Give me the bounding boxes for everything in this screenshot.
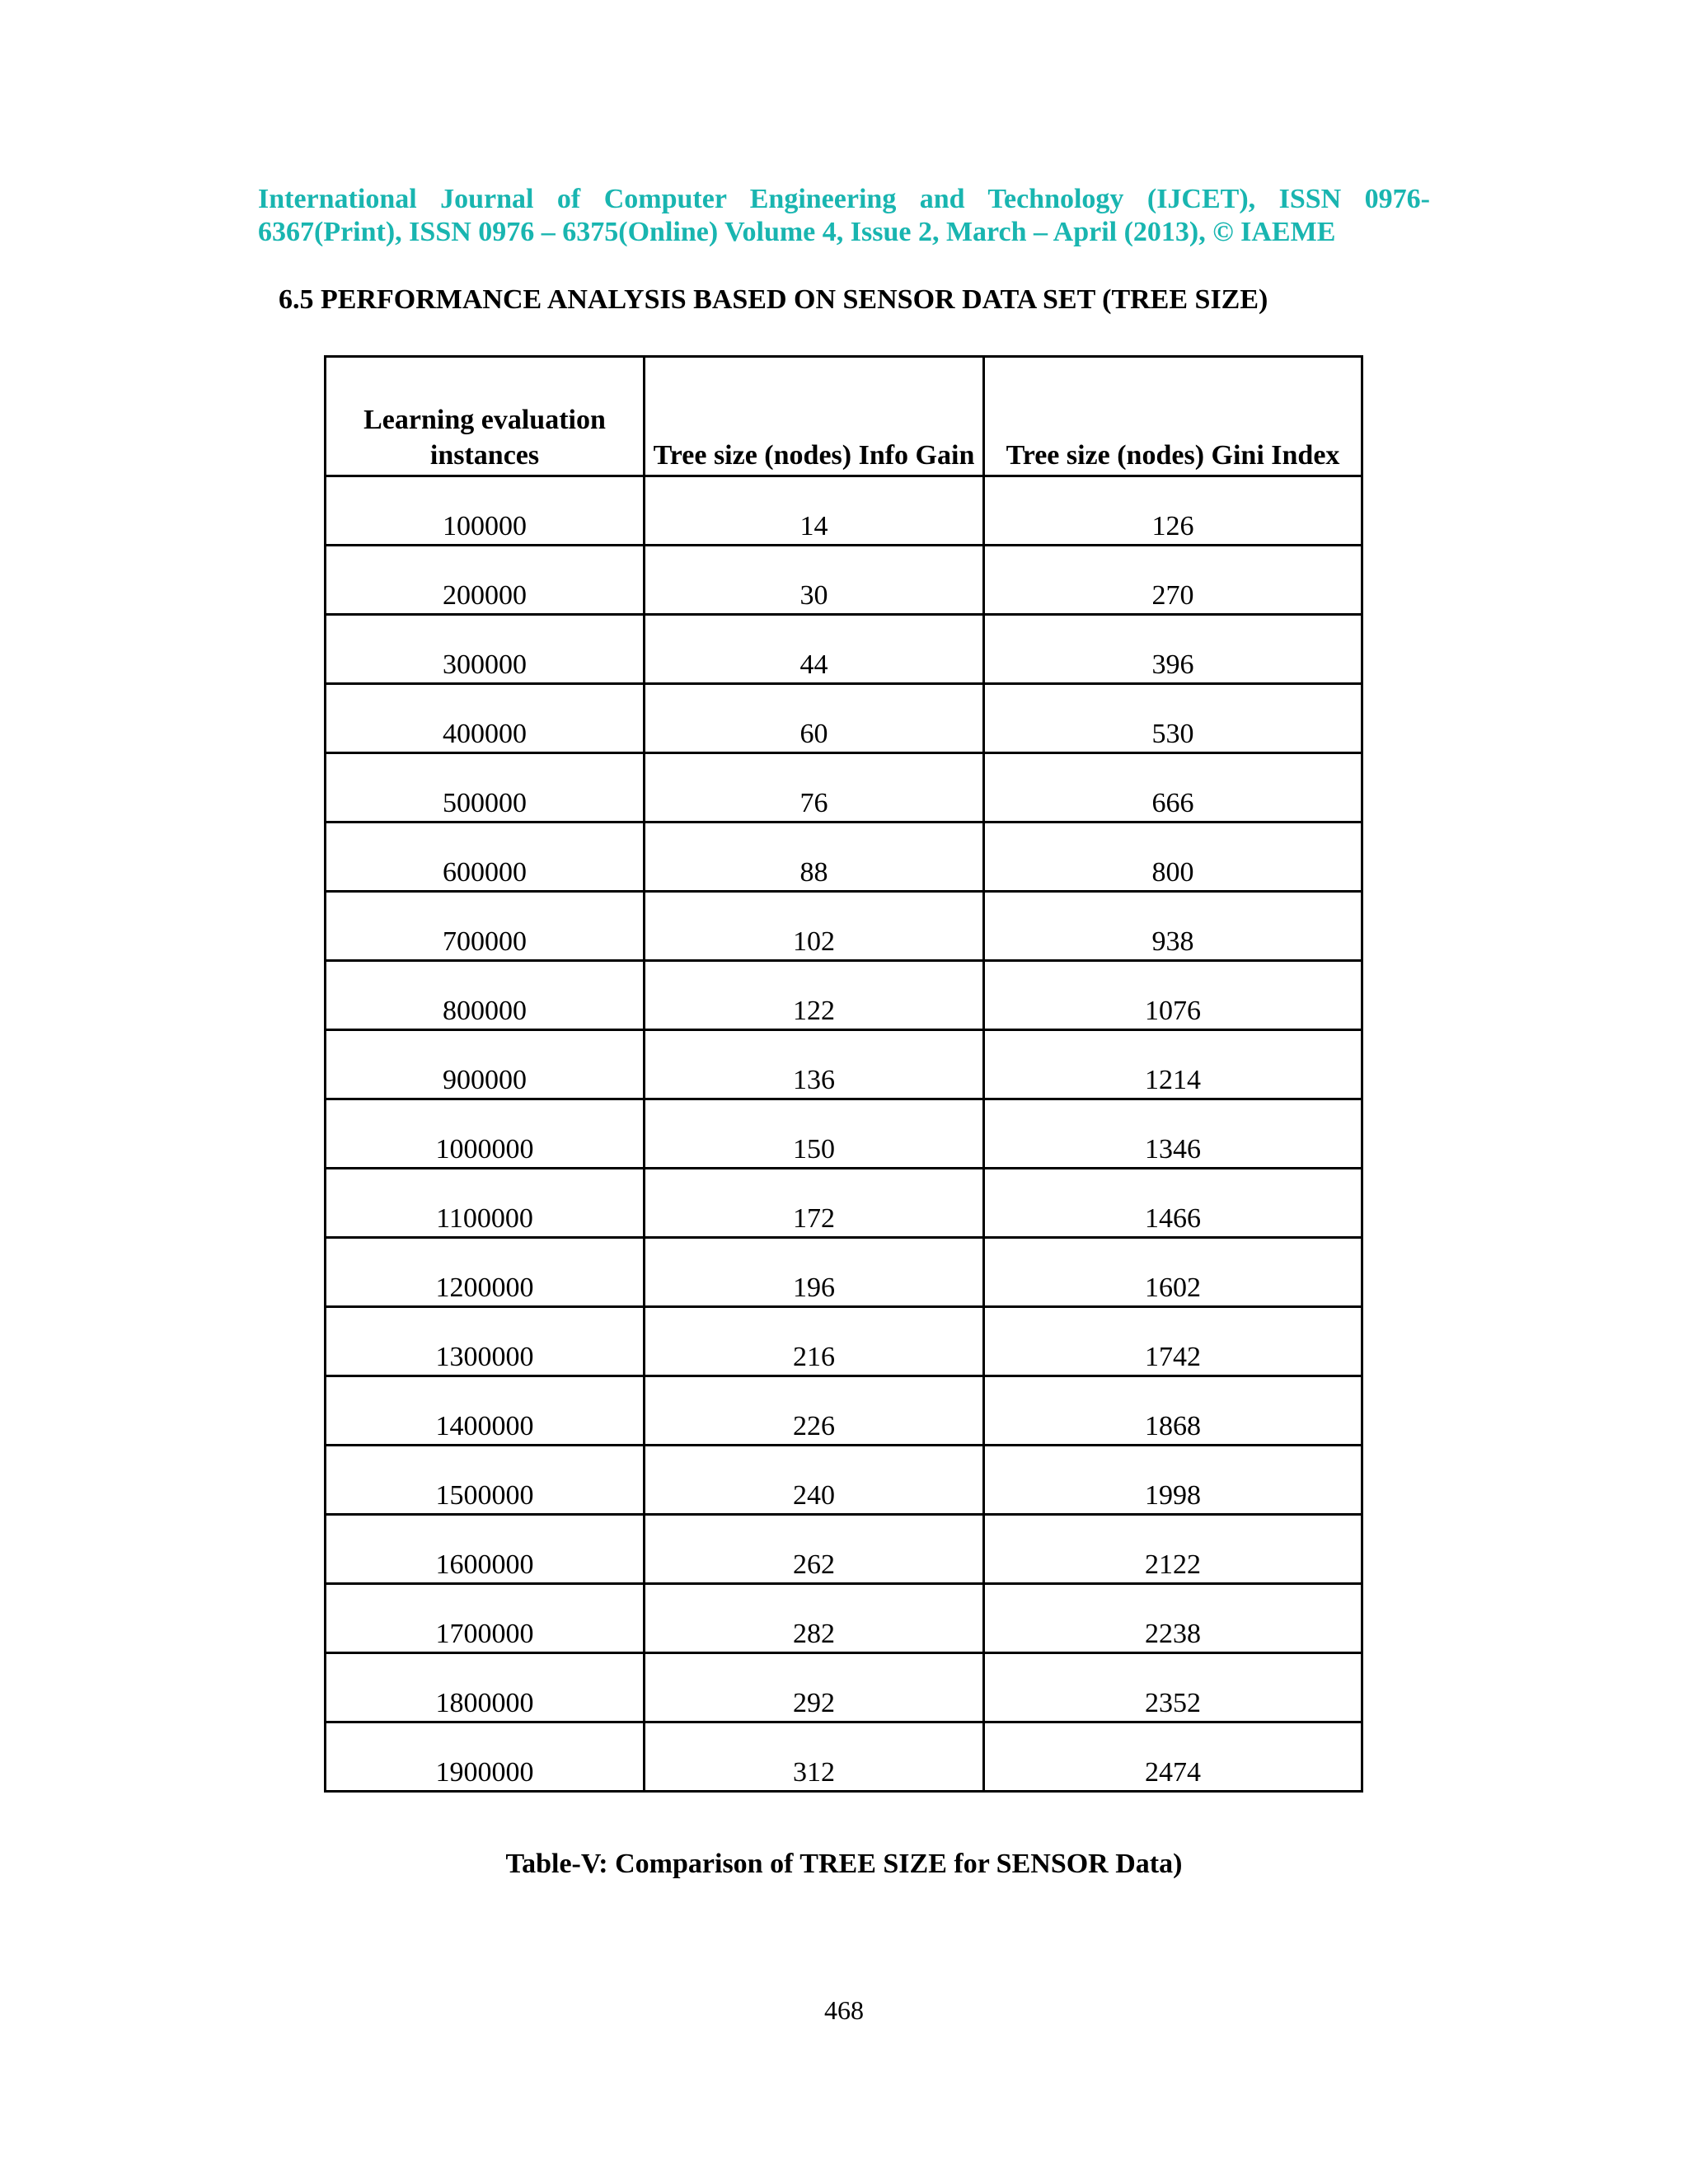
cell-gini-index: 666 [984,753,1362,823]
table-row [326,546,1362,615]
cell-instances: 400000 [326,684,645,753]
cell-instances: 1300000 [326,1307,645,1376]
table-row [326,1376,1362,1446]
cell-gini-index: 1998 [984,1446,1362,1515]
cell-instances: 1600000 [326,1515,645,1584]
tree-size-table [324,355,1363,1793]
cell-gini-index: 1742 [984,1307,1362,1376]
table-row [326,1099,1362,1169]
table-row [326,615,1362,684]
cell-instances: 1400000 [326,1376,645,1446]
cell-instances: 200000 [326,546,645,615]
cell-gini-index: 2238 [984,1584,1362,1653]
journal-header-line1: International Journal of Computer Engineering and Technology (IJCET), ISSN 0976- [258,184,1430,214]
cell-instances: 900000 [326,1030,645,1099]
cell-gini-index: 1602 [984,1238,1362,1307]
cell-instances: 800000 [326,961,645,1030]
table-row [326,823,1362,892]
cell-instances: 1500000 [326,1446,645,1515]
cell-info-gain: 122 [645,961,984,1030]
table-row [326,753,1362,823]
tree-size-table-container [324,355,1361,1793]
journal-header [258,183,1430,249]
cell-info-gain: 172 [645,1169,984,1238]
table-row [326,1169,1362,1238]
cell-info-gain: 196 [645,1238,984,1307]
cell-gini-index: 1214 [984,1030,1362,1099]
cell-instances: 1800000 [326,1653,645,1722]
cell-info-gain: 226 [645,1376,984,1446]
cell-instances: 1100000 [326,1169,645,1238]
cell-gini-index: 530 [984,684,1362,753]
table-row [326,1515,1362,1584]
cell-instances: 1200000 [326,1238,645,1307]
cell-gini-index: 1076 [984,961,1362,1030]
cell-info-gain: 216 [645,1307,984,1376]
cell-gini-index: 1346 [984,1099,1362,1169]
cell-instances: 100000 [326,476,645,546]
cell-instances: 1700000 [326,1584,645,1653]
table-row [326,1446,1362,1515]
cell-info-gain: 60 [645,684,984,753]
journal-header-line2: 6367(Print), ISSN 0976 – 6375(Online) Volume 4, Issue 2, March – April (2013), © IAEME [258,217,1336,247]
cell-instances: 300000 [326,615,645,684]
column-header-gini-index: Tree size (nodes) Gini Index [984,357,1362,476]
cell-gini-index: 938 [984,892,1362,961]
cell-info-gain: 44 [645,615,984,684]
cell-info-gain: 102 [645,892,984,961]
table-row [326,1653,1362,1722]
cell-info-gain: 88 [645,823,984,892]
table-row [326,961,1362,1030]
cell-gini-index: 126 [984,476,1362,546]
page-number: 468 [824,1995,864,2025]
column-header-instances: Learning evaluation instances [326,357,645,476]
cell-gini-index: 2122 [984,1515,1362,1584]
cell-info-gain: 136 [645,1030,984,1099]
cell-info-gain: 30 [645,546,984,615]
cell-gini-index: 2352 [984,1653,1362,1722]
table-header-row [326,357,1362,476]
cell-instances: 1900000 [326,1722,645,1792]
table-row [326,684,1362,753]
table-row [326,1722,1362,1792]
cell-info-gain: 312 [645,1722,984,1792]
cell-gini-index: 1466 [984,1169,1362,1238]
cell-info-gain: 262 [645,1515,984,1584]
table-body [326,476,1362,1792]
cell-gini-index: 800 [984,823,1362,892]
cell-info-gain: 240 [645,1446,984,1515]
table-row [326,892,1362,961]
cell-info-gain: 14 [645,476,984,546]
cell-instances: 700000 [326,892,645,961]
cell-instances: 1000000 [326,1099,645,1169]
table-caption: Table-V: Comparison of TREE SIZE for SENSOR Data) [505,1849,1183,1879]
cell-info-gain: 76 [645,753,984,823]
table-row [326,1238,1362,1307]
section-title: 6.5 PERFORMANCE ANALYSIS BASED ON SENSOR DATA SET (TREE SIZE) [279,284,1268,315]
cell-info-gain: 150 [645,1099,984,1169]
table-row [326,476,1362,546]
cell-info-gain: 282 [645,1584,984,1653]
cell-gini-index: 270 [984,546,1362,615]
table-row [326,1307,1362,1376]
cell-info-gain: 292 [645,1653,984,1722]
column-header-info-gain: Tree size (nodes) Info Gain [645,357,984,476]
cell-gini-index: 396 [984,615,1362,684]
cell-instances: 600000 [326,823,645,892]
cell-instances: 500000 [326,753,645,823]
cell-gini-index: 2474 [984,1722,1362,1792]
table-row [326,1584,1362,1653]
cell-gini-index: 1868 [984,1376,1362,1446]
table-row [326,1030,1362,1099]
